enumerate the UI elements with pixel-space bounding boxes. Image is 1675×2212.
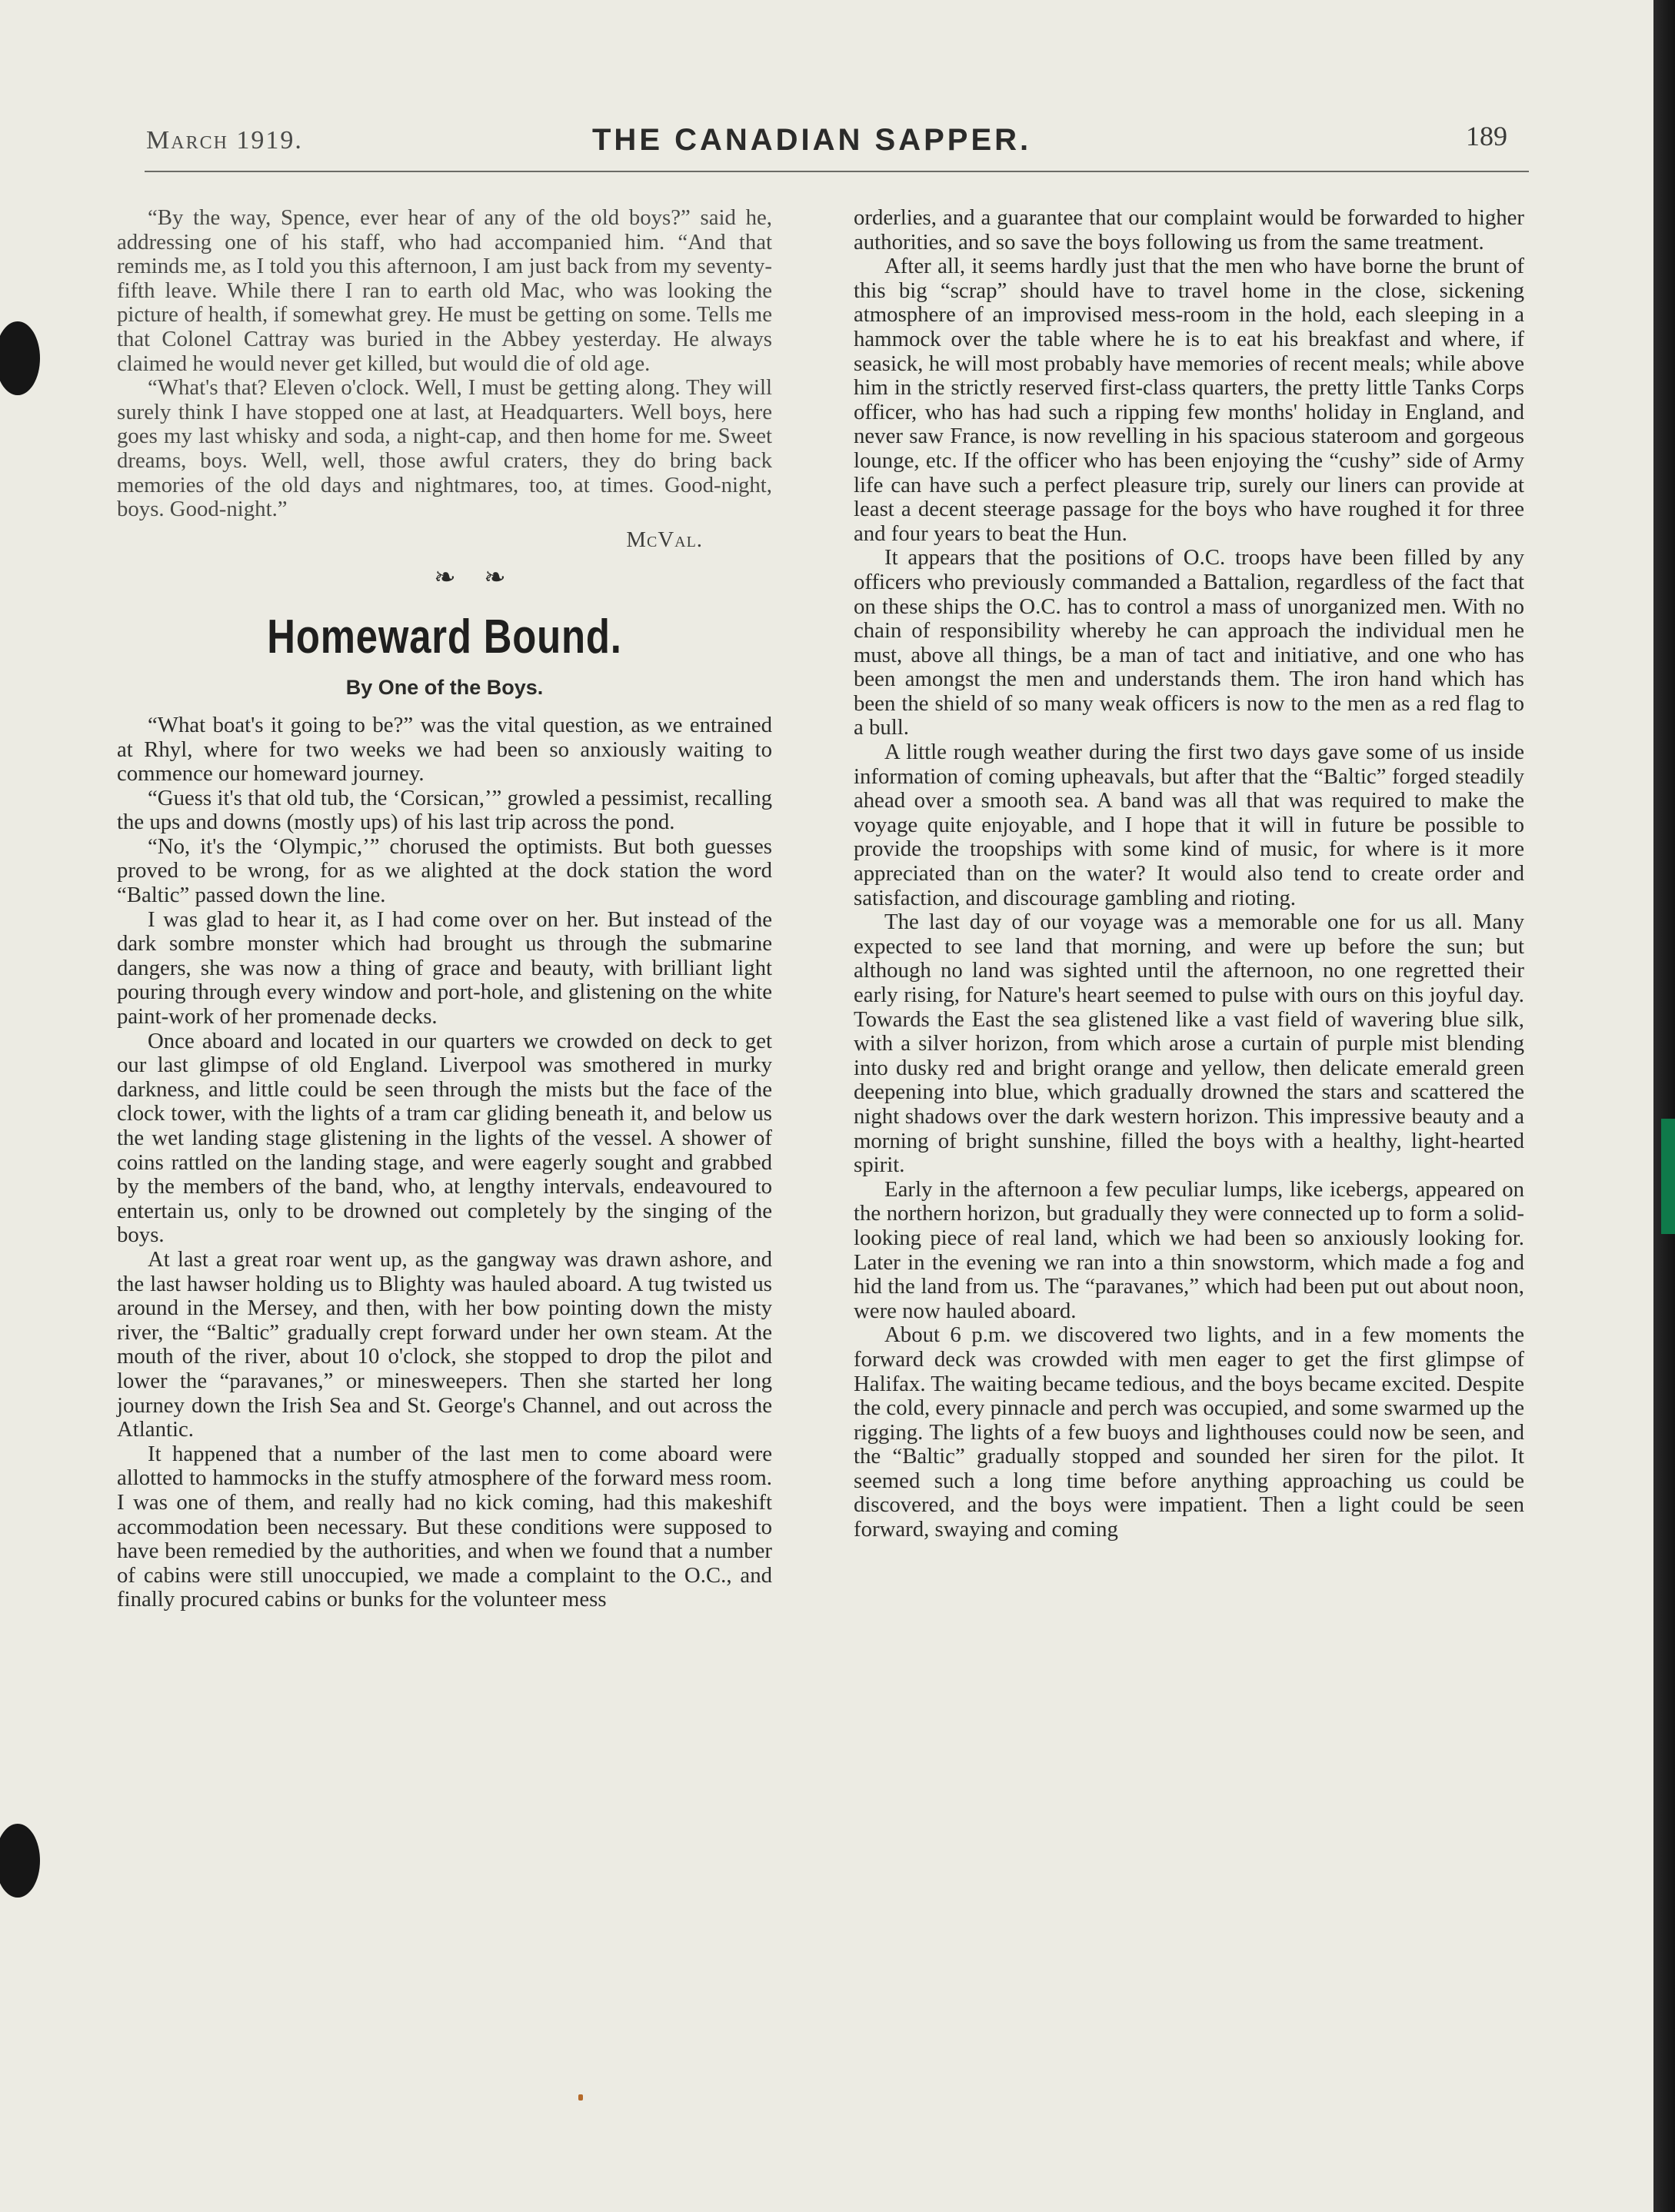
article-paragraph: orderlies, and a guarantee that our complaint would be forwarded to higher authorities, and so save the boys following us from the same treatment. [854,205,1524,254]
article-byline: By One of the Boys. [345,675,544,699]
article-paragraph: It happened that a number of the last men to come aboard were allotted to hammocks in the stuffy atmosphere of the forward mess room. I was one of them, and really had no kick coming, had this makeshift accommodation been necessary. But these conditions were supposed to have been remedied by the authorities, and when we found that a number of cabins were still unoccupied, we made a complaint to the O.C., and finally procured cabins or bunks for the volunteer mess [117,1441,772,1612]
article-paragraph: After all, it seems hardly just that the men who have borne the brunt of this big “scrap” should have to travel home in the close, sickening atmosphere of an improvised mess-room in the hold, each sleeping in a hammock over the table where he is to eat his breakfast and where, if seasick, he will most probably have memories of recent meals; while above him in the strictly reserved first-class quarters, the pretty little Tanks Corps officer, who has had such a ripping few months' holiday in England, and never saw France, is now revelling in his spacious stateroom and gorgeous lounge, etc. If the officer who has been enjoying the “cushy” side of Army life can have such a perfect pleasure trip, surely our liners can provide at least a decent steerage passage for the boys who have roughed it for three and four years to beat the Hun. [854,254,1524,546]
scan-edge [1653,0,1675,2212]
article-paragraph: “What boat's it going to be?” was the vital question, as we entrained at Rhyl, where for two weeks we had been so anxiously waiting to commence our homeward journey. [117,712,772,787]
article-paragraph: At last a great roar went up, as the gangway was drawn ashore, and the last hawser holding us to Blighty was hauled aboard. A tug twisted us around in the Mersey, and then, with her bow pointing down the misty river, the “Baltic” gradually crept forward under her own steam. At the mouth of the river, about 10 o'clock, she stopped to drop the pilot and lower the “paravanes,” or minesweepers. Then she started her long journey down the Irish Sea and St. George's Channel, and out across the Atlantic. [117,1246,772,1442]
header-rule [145,171,1529,172]
author-signature: McVal. [626,527,703,552]
punch-hole [0,321,40,395]
index-tab [1661,1119,1675,1234]
article-paragraph: About 6 p.m. we discovered two lights, and in a few moments the forward deck was crowded with men eager to get the first glimpse of Halifax. The waiting became tedious, and the boys became excited. Despite the cold, every pinnacle and perch was occupied, and some swarmed up the rigging. The lights of a few buoys and lighthouses could now be seen, and the “Baltic” gradually stopped and sounded her siren for the pilot. It seemed such a long time before anything approaching us could be discovered, and the boys were impatient. Then a light could be seen forward, swaying and coming [854,1322,1524,1542]
issue-date: March 1919. [146,126,303,155]
article-paragraph: “Guess it's that old tub, the ‘Corsican,’” growled a pessimist, recalling the ups and downs (mostly ups) of his last trip across the pond. [117,785,772,835]
article-paragraph: Once aboard and located in our quarters we crowded on deck to get our last glimpse of old England. Liverpool was smothered in murky darkness, and little could be seen through the mists but the face of the clock tower, with the lights of a tram car gliding beneath it, and below us the wet landing stage glistening in the lights of the vessel. A shower of coins rattled on the landing stage, and were eagerly sought and grabbed by the members of the band, who, at lengthy intervals, endeavoured to entertain us, only to be drowned out completely by the singing of the boys. [117,1028,772,1248]
page-number: 189 [1466,121,1507,151]
right-column [854,206,1524,1542]
article-paragraph: It appears that the positions of O.C. troops have been filled by any officers who previously commanded a Battalion, regardless of the fact that on these ships the O.C. has to control a mass of unorganized men. With no chain of responsibility whereby he can approach the individual men he must, above all things, be a man of tact and initiative, and one who has been amongst the men and understands them. The iron hand which has been the shield of so many weak officers is now to the men as a red flag to a bull. [854,545,1524,740]
left-column [117,206,772,1612]
article-title: Homeward Bound. [267,610,622,664]
story-paragraph: “By the way, Spence, ever hear of any of the old boys?” said he, addressing one of his staff, who had accompanied him. “And that reminds me, as I told you this afternoon, I am just back from my seventy-fifth leave. While there I ran to earth old Mac, who was looking the picture of health, if somewhat grey. He must be getting on some. Tells me that Colonel Cattray was buried in the Abbey yesterday. He always claimed he would never get killed, but would die of old age. [117,205,772,376]
journal-title: THE CANADIAN SAPPER. [592,123,1032,157]
article-paragraph: Early in the afternoon a few peculiar lumps, like icebergs, appeared on the northern horizon, but gradually they were connected up to form a solid-looking piece of real land, which we had been so anxiously looking for. Later in the evening we ran into a thin snowstorm, which made a fog and hid the land from us. The “paravanes,” which had been put out about noon, were now hauled aboard. [854,1176,1524,1323]
article-paragraph: The last day of our voyage was a memorable one for us all. Many expected to see land that morning, and were up before the sun; but although no land was sighted until the afternoon, no one regretted their early rising, for Nature's heart seemed to pulse with ours on this joyful day. Towards the East the sea glistened like a vast field of wavering blue silk, with a silver horizon, from which arose a curtain of purple mist blending into dusky red and bright orange and yellow, then delicate emerald green deepening into blue, which gradually drowned the stars and scattered the night shadows over the dark western horizon. This impressive beauty and a morning of bright sunshine, filled the boys with a healthy, light-hearted spirit. [854,910,1524,1178]
article-paragraph: I was glad to hear it, as I had come over on her. But instead of the dark sombre monster which had brought us through the submarine dangers, she was now a thing of grace and beauty, with brilliant light pouring through every window and port-hole, and glistening on the white paint-work of her promenade decks. [117,906,772,1029]
story-paragraph: “What's that? Eleven o'clock. Well, I must be getting along. They will surely think I have stopped one at last, at Headquarters. Well boys, here goes my last whisky and soda, a night-cap, and then home for me. Sweet dreams, boys. Well, well, those awful craters, they do bring back memories of the old days and nightmares, too, at times. Good-night, boys. Good-night.” [117,375,772,522]
article-paragraph: “No, it's the ‘Olympic,’” chorused the optimists. But both guesses proved to be wrong, for as we alighted at the dock station the word “Baltic” passed down the line. [117,833,772,908]
paper-speck [578,2094,583,2101]
punch-hole [0,1824,40,1898]
section-ornament: ❧ ❧ [434,564,517,593]
running-header [146,115,1507,161]
article-paragraph: A little rough weather during the first two days gave some of us inside information of coming upheavals, but after that the “Baltic” forged steadily ahead over a smooth sea. A band was all that was required to make the voyage quite enjoyable, and I hope that it will in future be possible to provide the troopships with some kind of music, for where is it more appreciated than on the water? It would also tend to create order and satisfaction, and discourage gambling and rioting. [854,740,1524,910]
